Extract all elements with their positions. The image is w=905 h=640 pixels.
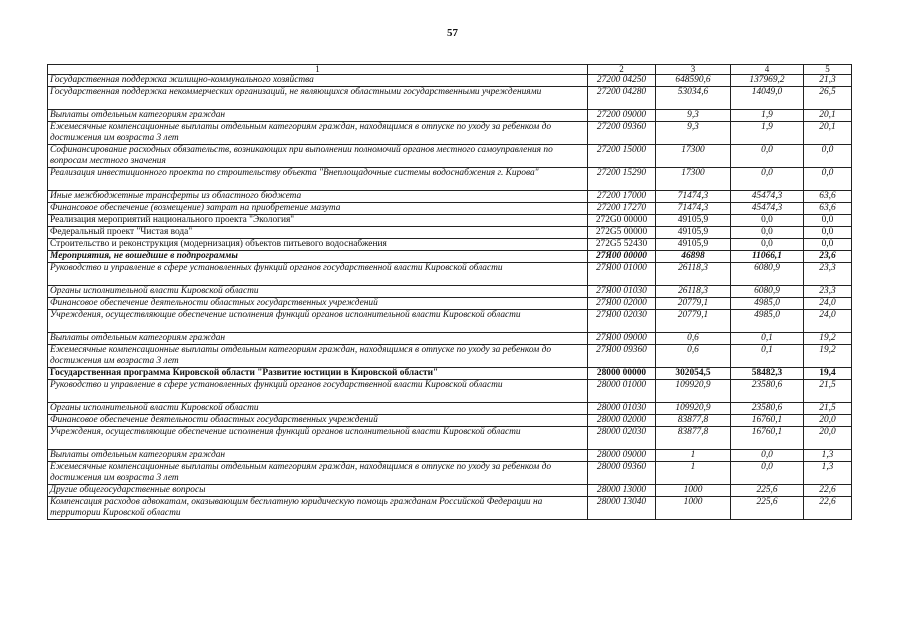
row-percent-value: 20,0 — [804, 415, 852, 427]
row-name: Иные межбюджетные трансферты из областного бюджета — [48, 191, 588, 203]
table-row — [48, 415, 852, 427]
row-code: 28000 01030 — [588, 403, 656, 415]
row-name: Федеральный проект "Чистая вода" — [48, 227, 588, 239]
row-plan-value: 71474,3 — [656, 191, 731, 203]
table-row — [48, 215, 852, 227]
row-code: 28000 09000 — [588, 450, 656, 462]
row-plan-value: 26118,3 — [656, 286, 731, 298]
table-row — [48, 191, 852, 203]
table-row — [48, 263, 852, 286]
row-actual-value: 6080,9 — [731, 263, 804, 286]
row-percent-value: 19,2 — [804, 333, 852, 345]
row-name: Ежемесячные компенсационные выплаты отдельным категориям граждан, находящимся в отпуске по уходу за ребенком до достижения им возраста 3 лет — [48, 345, 588, 368]
row-name: Ежемесячные компенсационные выплаты отдельным категориям граждан, находящимся в отпуске по уходу за ребенком до достижения им возраста 3 лет — [48, 122, 588, 145]
row-plan-value: 1 — [656, 462, 731, 485]
row-percent-value: 21,5 — [804, 403, 852, 415]
row-percent-value: 0,0 — [804, 168, 852, 191]
table-row — [48, 122, 852, 145]
row-actual-value: 45474,3 — [731, 191, 804, 203]
row-actual-value: 0,0 — [731, 450, 804, 462]
row-percent-value: 20,0 — [804, 427, 852, 450]
row-actual-value: 23580,6 — [731, 403, 804, 415]
row-actual-value: 23580,6 — [731, 380, 804, 403]
row-percent-value: 1,3 — [804, 450, 852, 462]
row-plan-value: 71474,3 — [656, 203, 731, 215]
row-code: 28000 13000 — [588, 485, 656, 497]
table-row — [48, 239, 852, 251]
row-name: Финансовое обеспечение деятельности областных государственных учреждений — [48, 415, 588, 427]
row-percent-value: 22,6 — [804, 485, 852, 497]
row-plan-value: 46898 — [656, 251, 731, 263]
row-percent-value: 21,3 — [804, 75, 852, 87]
table-row — [48, 168, 852, 191]
row-code: 27Я00 09000 — [588, 333, 656, 345]
table-row — [48, 403, 852, 415]
row-percent-value: 20,1 — [804, 122, 852, 145]
column-header: 1 — [48, 65, 588, 75]
row-code: 27Я00 02000 — [588, 298, 656, 310]
row-plan-value: 109920,9 — [656, 380, 731, 403]
row-plan-value: 0,6 — [656, 333, 731, 345]
row-actual-value: 0,1 — [731, 333, 804, 345]
row-name: Органы исполнительной власти Кировской области — [48, 403, 588, 415]
row-code: 28000 09360 — [588, 462, 656, 485]
row-name: Государственная поддержка некоммерческих организаций, не являющихся областными государственными учреждениями — [48, 87, 588, 110]
row-name: Финансовое обеспечение деятельности областных государственных учреждений — [48, 298, 588, 310]
row-actual-value: 58482,3 — [731, 368, 804, 380]
row-code: 27200 09000 — [588, 110, 656, 122]
table-header-row — [48, 65, 852, 75]
row-code: 27200 15290 — [588, 168, 656, 191]
table-row — [48, 333, 852, 345]
row-name: Ежемесячные компенсационные выплаты отдельным категориям граждан, находящимся в отпуске по уходу за ребенком до достижения им возраста 3 лет — [48, 462, 588, 485]
row-code: 28000 02000 — [588, 415, 656, 427]
row-code: 27200 17000 — [588, 191, 656, 203]
row-code: 27200 04280 — [588, 87, 656, 110]
row-percent-value: 63,6 — [804, 191, 852, 203]
table-row — [48, 227, 852, 239]
row-name: Выплаты отдельным категориям граждан — [48, 450, 588, 462]
row-name: Реализация инвестиционного проекта по строительству объекта "Внеплощадочные системы водоснабжения г. Кирова" — [48, 168, 588, 191]
row-name: Учреждения, осуществляющие обеспечение исполнения функций органов исполнительной власти Кировской области — [48, 427, 588, 450]
row-name: Выплаты отдельным категориям граждан — [48, 110, 588, 122]
row-actual-value: 0,0 — [731, 239, 804, 251]
row-name: Учреждения, осуществляющие обеспечение исполнения функций органов исполнительной власти Кировской области — [48, 310, 588, 333]
column-header: 4 — [731, 65, 804, 75]
budget-table — [47, 64, 852, 520]
row-code: 27Я00 09360 — [588, 345, 656, 368]
table-row — [48, 298, 852, 310]
table-row — [48, 497, 852, 520]
row-plan-value: 17300 — [656, 145, 731, 168]
row-plan-value: 1 — [656, 450, 731, 462]
row-actual-value: 225,6 — [731, 497, 804, 520]
row-name: Софинансирование расходных обязательств, возникающих при выполнении полномочий органов местного самоуправления по вопросам местного значения — [48, 145, 588, 168]
row-plan-value: 53034,6 — [656, 87, 731, 110]
row-percent-value: 24,0 — [804, 298, 852, 310]
row-percent-value: 24,0 — [804, 310, 852, 333]
row-actual-value: 225,6 — [731, 485, 804, 497]
row-code: 272G5 52430 — [588, 239, 656, 251]
row-plan-value: 302054,5 — [656, 368, 731, 380]
table-row — [48, 286, 852, 298]
row-plan-value: 9,3 — [656, 122, 731, 145]
row-code: 272G0 00000 — [588, 215, 656, 227]
row-plan-value: 9,3 — [656, 110, 731, 122]
row-percent-value: 19,2 — [804, 345, 852, 368]
row-plan-value: 49105,9 — [656, 227, 731, 239]
row-actual-value: 0,0 — [731, 215, 804, 227]
row-percent-value: 26,5 — [804, 87, 852, 110]
row-percent-value: 23,3 — [804, 286, 852, 298]
row-plan-value: 648590,6 — [656, 75, 731, 87]
table-row — [48, 427, 852, 450]
row-actual-value: 14049,0 — [731, 87, 804, 110]
row-code: 27Я00 02030 — [588, 310, 656, 333]
row-actual-value: 0,0 — [731, 462, 804, 485]
row-code: 28000 02030 — [588, 427, 656, 450]
row-plan-value: 17300 — [656, 168, 731, 191]
row-name: Мероприятия, не вошедшие в подпрограммы — [48, 251, 588, 263]
row-name: Выплаты отдельным категориям граждан — [48, 333, 588, 345]
row-percent-value: 20,1 — [804, 110, 852, 122]
row-actual-value: 16760,1 — [731, 415, 804, 427]
row-code: 27Я00 01030 — [588, 286, 656, 298]
table-row — [48, 110, 852, 122]
row-plan-value: 0,6 — [656, 345, 731, 368]
table-row — [48, 462, 852, 485]
row-actual-value: 45474,3 — [731, 203, 804, 215]
row-code: 27200 15000 — [588, 145, 656, 168]
row-name: Руководство и управление в сфере установленных функций органов государственной власти Кировской области — [48, 263, 588, 286]
page-number: 57 — [447, 27, 458, 39]
row-code: 28000 01000 — [588, 380, 656, 403]
row-plan-value: 1000 — [656, 485, 731, 497]
table-row — [48, 485, 852, 497]
table-row — [48, 310, 852, 333]
row-actual-value: 0,0 — [731, 145, 804, 168]
row-percent-value: 22,6 — [804, 497, 852, 520]
row-name: Реализация мероприятий национального проекта "Экология" — [48, 215, 588, 227]
row-percent-value: 0,0 — [804, 227, 852, 239]
row-plan-value: 26118,3 — [656, 263, 731, 286]
row-code: 27200 04250 — [588, 75, 656, 87]
row-actual-value: 11066,1 — [731, 251, 804, 263]
row-code: 28000 13040 — [588, 497, 656, 520]
row-actual-value: 137969,2 — [731, 75, 804, 87]
row-name: Руководство и управление в сфере установленных функций органов государственной власти Кировской области — [48, 380, 588, 403]
row-name: Государственная поддержка жилищно-коммунального хозяйства — [48, 75, 588, 87]
row-code: 27200 17270 — [588, 203, 656, 215]
row-code: 28000 00000 — [588, 368, 656, 380]
table-row — [48, 380, 852, 403]
table-row — [48, 203, 852, 215]
row-code: 27200 09360 — [588, 122, 656, 145]
row-plan-value: 83877,8 — [656, 427, 731, 450]
table-row — [48, 145, 852, 168]
row-percent-value: 1,3 — [804, 462, 852, 485]
row-percent-value: 63,6 — [804, 203, 852, 215]
row-percent-value: 0,0 — [804, 239, 852, 251]
table-row — [48, 75, 852, 87]
row-percent-value: 21,5 — [804, 380, 852, 403]
column-header: 5 — [804, 65, 852, 75]
table-row — [48, 368, 852, 380]
row-percent-value: 0,0 — [804, 145, 852, 168]
row-percent-value: 23,6 — [804, 251, 852, 263]
row-plan-value: 109920,9 — [656, 403, 731, 415]
row-actual-value: 4985,0 — [731, 298, 804, 310]
column-header: 3 — [656, 65, 731, 75]
row-actual-value: 1,9 — [731, 122, 804, 145]
row-actual-value: 4985,0 — [731, 310, 804, 333]
row-name: Государственная программа Кировской области "Развитие юстиции в Кировской области" — [48, 368, 588, 380]
row-code: 272G5 00000 — [588, 227, 656, 239]
column-header: 2 — [588, 65, 656, 75]
table-row — [48, 345, 852, 368]
row-name: Финансовое обеспечение (возмещение) затрат на приобретение мазута — [48, 203, 588, 215]
row-name: Строительство и реконструкция (модернизация) объектов питьевого водоснабжения — [48, 239, 588, 251]
row-percent-value: 23,3 — [804, 263, 852, 286]
row-actual-value: 0,0 — [731, 227, 804, 239]
row-plan-value: 49105,9 — [656, 239, 731, 251]
row-actual-value: 0,1 — [731, 345, 804, 368]
row-code: 27Я00 01000 — [588, 263, 656, 286]
row-percent-value: 19,4 — [804, 368, 852, 380]
row-actual-value: 1,9 — [731, 110, 804, 122]
table-row — [48, 251, 852, 263]
row-plan-value: 49105,9 — [656, 215, 731, 227]
row-actual-value: 0,0 — [731, 168, 804, 191]
row-plan-value: 1000 — [656, 497, 731, 520]
row-plan-value: 20779,1 — [656, 310, 731, 333]
row-percent-value: 0,0 — [804, 215, 852, 227]
table-row — [48, 87, 852, 110]
row-actual-value: 6080,9 — [731, 286, 804, 298]
row-code: 27Я00 00000 — [588, 251, 656, 263]
table-row — [48, 450, 852, 462]
row-name: Другие общегосударственные вопросы — [48, 485, 588, 497]
row-plan-value: 83877,8 — [656, 415, 731, 427]
row-name: Компенсация расходов адвокатам, оказывающим бесплатную юридическую помощь гражданам Российской Федерации на территории Кировской области — [48, 497, 588, 520]
row-plan-value: 20779,1 — [656, 298, 731, 310]
row-actual-value: 16760,1 — [731, 427, 804, 450]
row-name: Органы исполнительной власти Кировской области — [48, 286, 588, 298]
